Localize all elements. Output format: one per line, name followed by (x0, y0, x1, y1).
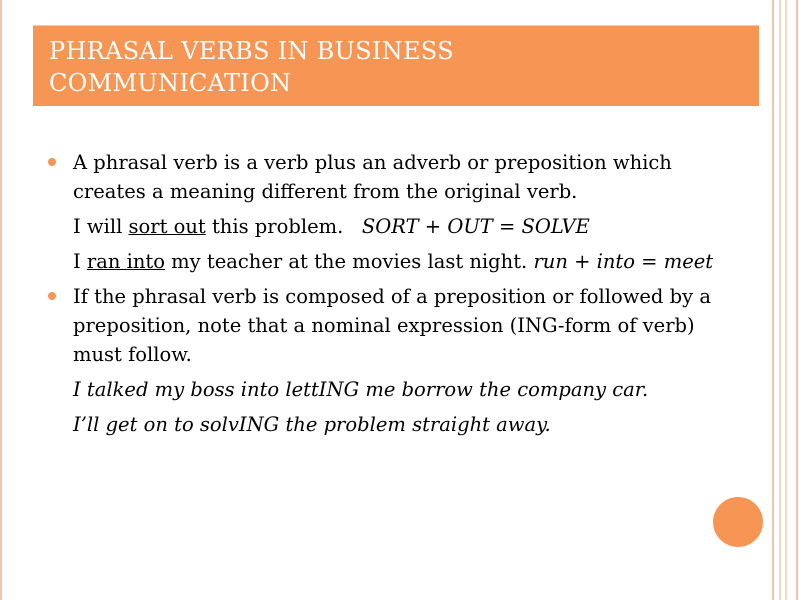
slide-nav-circle[interactable] (713, 497, 763, 547)
example-middle: this problem. (205, 215, 344, 238)
bullet-nominal-expression (48, 282, 738, 369)
slide-title: PHRASAL VERBS IN BUSINESS COMMUNICATION (49, 37, 454, 97)
example-middle: my teacher at the movies last night. (164, 250, 534, 273)
title-bar (33, 25, 759, 106)
bullet-dot-icon (48, 158, 56, 166)
phrasal-verb-sort-out: sort out (128, 215, 206, 238)
slide-frame-left (0, 0, 10, 600)
bullet-text: A phrasal verb is a verb plus an adverb or preposition which creates a meaning different from the original verb. (73, 151, 672, 203)
example-ran-into (48, 247, 738, 276)
example-formula: SORT + OUT = SOLVE (361, 215, 590, 238)
example-formula: run + into = meet (533, 250, 714, 273)
slide-body (48, 148, 738, 445)
phrasal-verb-ran-into: ran into (86, 250, 165, 273)
slide-frame-right-inner (779, 0, 787, 600)
example-sort-out (48, 212, 738, 241)
example-talked-into: I talked my boss into lettING me borrow the company car. (73, 378, 649, 401)
bullet-text: If the phrasal verb is composed of a preposition or followed by a preposition, note that a nominal expression (ING-form of verb) must follow. (73, 285, 711, 366)
bullet-definition (48, 148, 738, 206)
bullet-dot-icon (48, 292, 56, 300)
example-prefix: I will (73, 215, 129, 238)
example-prefix: I (73, 250, 87, 273)
title-divider (33, 25, 759, 26)
example-get-on-to: I’ll get on to solvING the problem straight away. (73, 413, 551, 436)
